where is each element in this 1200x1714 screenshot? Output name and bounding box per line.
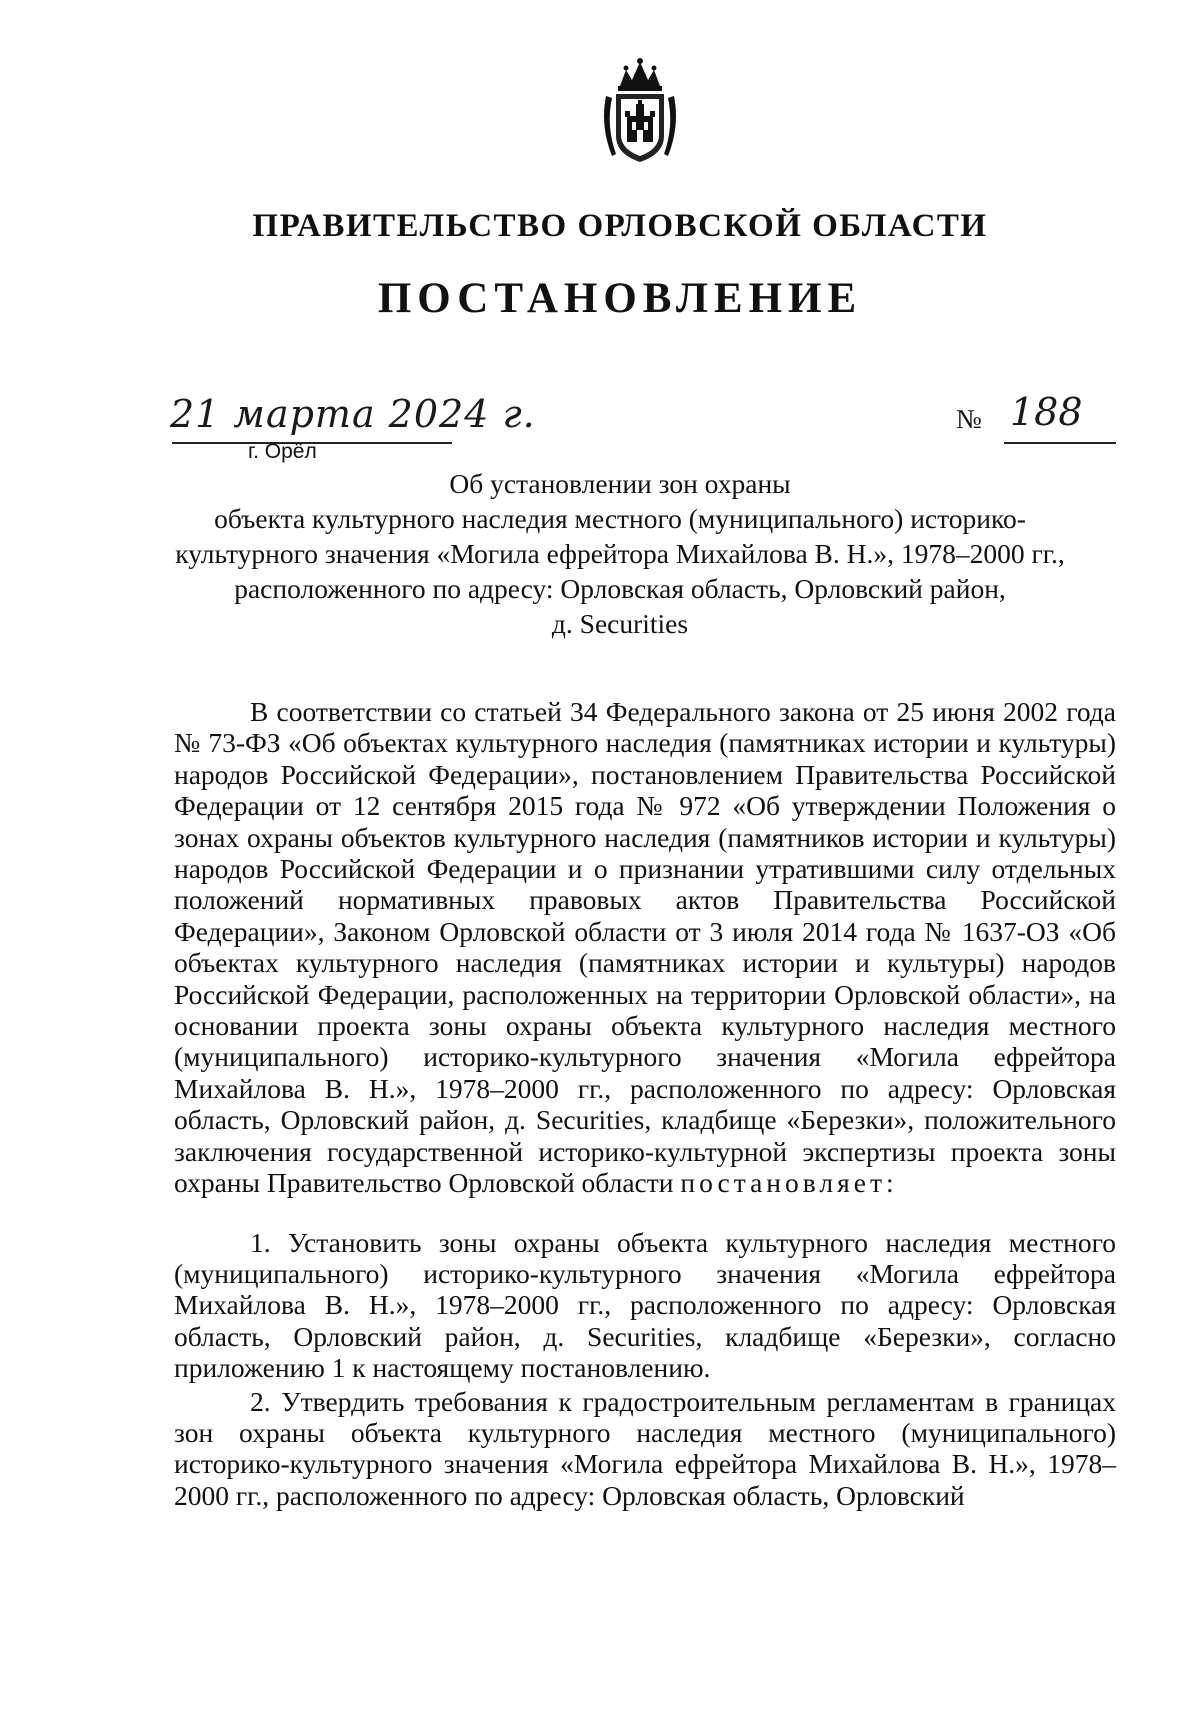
title-line: культурного значения «Могила ефрейтора Михайлова В. Н.», 1978–2000 гг., <box>175 538 1065 569</box>
title-line: объекта культурного наследия местного (муниципального) историко- <box>214 503 1026 534</box>
preamble-paragraph <box>174 696 1116 1199</box>
coat-of-arms-icon <box>598 56 682 168</box>
document-body <box>174 696 1116 1511</box>
preamble-text: В соответствии со статьей 34 Федерального закона от 25 июня 2002 года № 73-ФЗ «Об объектах культурного наследия (памятниках истории и культуры) народов Российской Федерации», постановлением Правительства Российской Федерации от 12 сентября 2015 года № 972 «Об утверждении Положения о зонах охраны объектов культурного наследия (памятников истории и культуры) народов Российской Федерации и о признании утратившими силу отдельных положений нормативных правовых актов Правительства Российской Федерации», Законом Орловской области от 3 июля 2014 года № 1637-ОЗ «Об объектах культурного наследия (памятниках истории и культуры) народов Российской Федерации, расположенных на территории Орловской области», на основании проекта зоны охраны объекта культурного наследия местного (муниципального) историко-культурного значения «Могила ефрейтора Михайлова В. Н.», 1978–2000 гг., расположенного по адресу: Орловская область, Орловский район, д. Securities, кладбище «Березки», положительного заключения государственной историко-культурной экспертизы проекта зоны охраны Правительство Орловской области <box>174 696 1116 1199</box>
title-line: д. Securities <box>551 608 689 639</box>
city-label: г. Орёл <box>248 440 317 463</box>
document-title <box>150 466 1090 641</box>
title-line: Об установлении зон охраны <box>449 468 791 499</box>
title-line: расположенного по адресу: Орловская область, Орловский район, <box>234 573 1006 604</box>
number-label: № <box>956 404 982 434</box>
organization-title: ПРАВИТЕЛЬСТВО ОРЛОВСКОЙ ОБЛАСТИ <box>252 208 988 244</box>
handwritten-date: 21 марта 2024 г. <box>170 392 536 436</box>
document-type: ПОСТАНОВЛЕНИЕ <box>377 275 863 322</box>
number-underline <box>1004 442 1116 444</box>
item-1-paragraph: 1. Установить зоны охраны объекта культурного наследия местного (муниципального) историко-культурного значения «Могила ефрейтора Михайлова В. Н.», 1978–2000 гг., расположенного по адресу: Орловская область, Орловский район, д. Securities, кладбище «Березки», согласно приложению 1 к настоящему постановлению. <box>174 1226 1116 1384</box>
emblem <box>598 56 682 168</box>
item-2-paragraph: 2. Утвердить требования к градостроительным регламентам в границах зон охраны объекта культурного наследия местного (муниципального) историко-культурного значения «Могила ефрейтора Михайлова В. Н.», 1978–2000 гг., расположенного по адресу: Орловская область, Орловский <box>174 1385 1116 1511</box>
resolution-verb: постановляет: <box>680 1167 898 1199</box>
handwritten-number: 188 <box>1010 390 1083 434</box>
